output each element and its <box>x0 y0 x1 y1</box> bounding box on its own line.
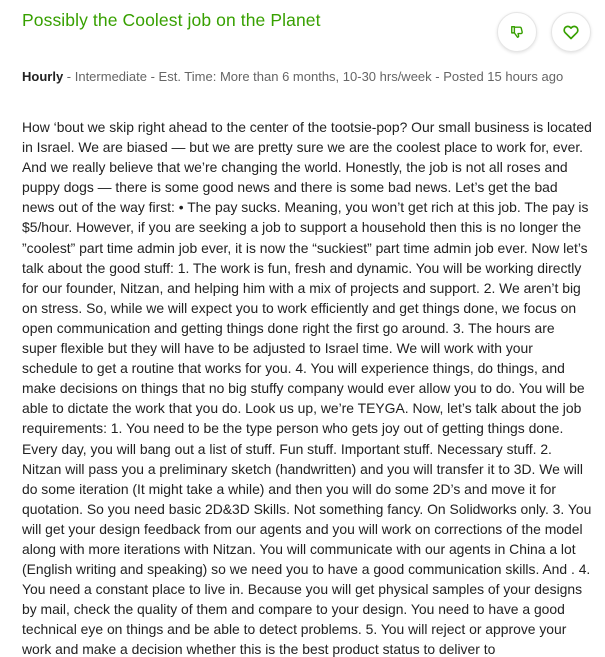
dislike-button[interactable] <box>497 12 537 52</box>
job-meta <box>22 67 592 87</box>
job-meta-details: - Intermediate - Est. Time: More than 6 months, 10-30 hrs/week - Posted 15 hours ago <box>63 69 564 84</box>
heart-icon <box>563 25 579 40</box>
job-type: Hourly <box>22 69 64 84</box>
thumbs-down-icon <box>510 25 524 39</box>
job-header <box>22 0 605 62</box>
favorite-button[interactable] <box>551 12 591 52</box>
job-description: How ‘bout we skip right ahead to the center of the tootsie-pop? Our small business is located in Israel. We are biased — but we are pretty sure we are the coolest place to work for, ever. And we really believe that we’re changing the world. Honestly, the job is not all roses and puppy dogs — there is some good news and there is some bad news. Let’s get the bad news out of the way first: • The pay sucks. Meaning, you won’t get rich at this job. The pay is $5/hour. However, if you are seeking a job to support a household then this is no longer the ”coolest” part time admin job ever, it is now the “suckiest” part time admin job ever. Now let’s talk about the good stuff: 1. The work is fun, fresh and dynamic. You will be working directly for our founder, Nitzan, and helping him with a mix of projects and support. 2. We aren’t big on stress. So, while we will expect you to work efficiently and get things done, we focus on open communication and getting things done right the first go around. 3. The hours are super flexible but they will have to be adjusted to Israel time. We will work with your schedule to get a routine that works for you. 4. You will experience things, do things, and make decisions on things that no big stuffy company would ever allow you to do. You will be able to dictate the work that you do. Look us up, we’re TEYGA. Now, let’s talk about the job requirements: 1. You need to be the type person who gets joy out of getting things done. Every day, you will bang out a list of stuff. Fun stuff. Important stuff. Necessary stuff. 2. Nitzan will pass you a preliminary sketch (handwritten) and you will transfer it to 3D. We will do some iteration (It might take a while) and then you will do some 2D’s and move it for quotation. So you need basic 2D&3D Skills. Not something fancy. On Solidworks only. 3. You will get your design feedback from our agents and you will work on corrections of the model along with more iterations with Nitzan. You will communicate with our agents in China a lot (English writing and speaking) so we need you to have a good communication skills. And . 4. You need a constant place to live in. Because you will get physical samples of your designs by mail, check the quality of them and compare to your design. You need to have a good technical eye on things and be able to detect problems. 5. You will reject or approve your work and make a decision whether this is the best product status to deliver to <box>22 119 592 657</box>
job-title[interactable]: Possibly the Coolest job on the Planet <box>22 10 321 30</box>
